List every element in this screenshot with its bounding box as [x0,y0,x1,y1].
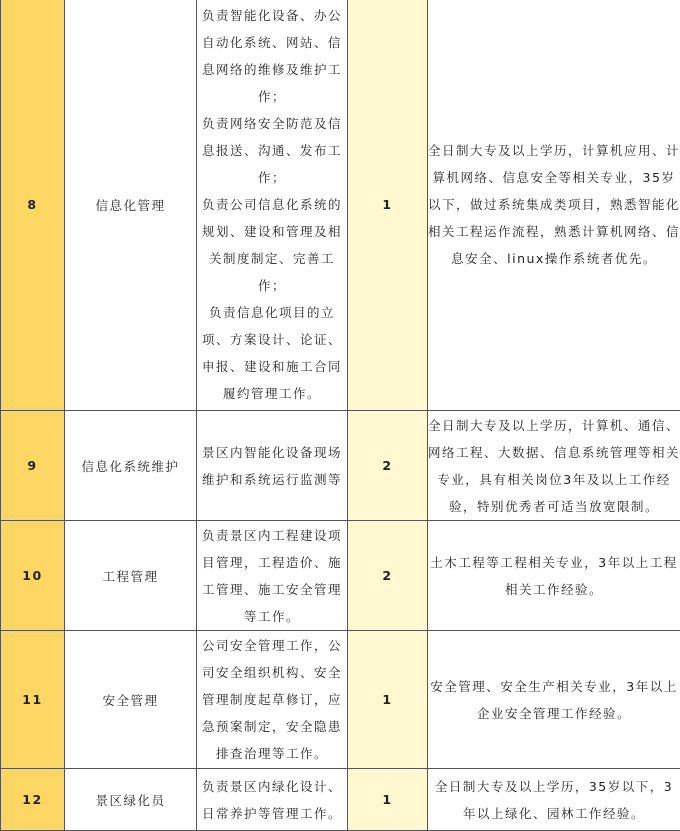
headcount: 2 [348,521,428,631]
table-row [1,0,680,411]
position-title: 安全管理 [65,631,197,769]
job-duties [197,521,348,631]
job-duties [197,631,348,769]
position-title: 工程管理 [65,521,197,631]
job-duties [197,411,348,521]
job-duties [197,0,348,411]
duty-item: 景区内智能化设备现场维护和系统运行监测等 [197,439,347,493]
requirement-text: 土木工程等工程相关专业，3年以上工程相关工作经验。 [428,549,680,603]
requirement-text: 全日制大专及以上学历，35岁以下，3年以上绿化、园林工作经验。 [428,773,680,827]
row-number: 9 [1,411,65,521]
requirement-text: 全日制大专及以上学历，计算机应用、计算机网络、信息安全等相关专业，35岁以下，做过系统集成类项目，熟悉智能化相关工程运作流程，熟悉计算机网络、信息安全、linux操作系统者优先。 [428,137,680,272]
requirement-text: 安全管理、安全生产相关专业，3年以上企业安全管理工作经验。 [428,673,680,727]
duty-item: 负责智能化设备、办公自动化系统、网站、信息网络的维修及维护工作； [197,2,347,110]
headcount: 1 [348,0,428,411]
requirements [428,769,680,831]
position-title: 信息化系统维护 [65,411,197,521]
duty-item: 公司安全管理工作，公司安全组织机构、安全管理制度起草修订，应急预案制定，安全隐患排查治理等工作。 [197,632,347,767]
requirements [428,0,680,411]
headcount: 2 [348,411,428,521]
duty-item: 负责景区内工程建设项目管理，工程造价、施工管理、施工安全管理等工作。 [197,522,347,630]
requirements [428,631,680,769]
table-row [1,411,680,521]
duty-item: 负责网络安全防范及信息报送、沟通、发布工作； [197,110,347,191]
requirement-text: 全日制大专及以上学历，计算机、通信、网络工程、大数据、信息系统管理等相关专业，具有相关岗位3年及以上工作经验，特别优秀者可适当放宽限制。 [428,412,680,520]
position-title: 景区绿化员 [65,769,197,831]
requirements [428,411,680,521]
row-number: 8 [1,0,65,411]
table-row [1,521,680,631]
duty-item: 负责景区内绿化设计、日常养护等管理工作。 [197,773,347,827]
row-number: 12 [1,769,65,831]
position-title: 信息化管理 [65,0,197,411]
row-number: 11 [1,631,65,769]
table-row [1,631,680,769]
table-row [1,769,680,831]
duty-item: 负责公司信息化系统的规划、建设和管理及相关制度制定、完善工作； [197,191,347,299]
row-number: 10 [1,521,65,631]
job-duties [197,769,348,831]
headcount: 1 [348,769,428,831]
headcount: 1 [348,631,428,769]
requirements [428,521,680,631]
duty-item: 负责信息化项目的立项、方案设计、论证、申报、建设和施工合同履约管理工作。 [197,299,347,407]
